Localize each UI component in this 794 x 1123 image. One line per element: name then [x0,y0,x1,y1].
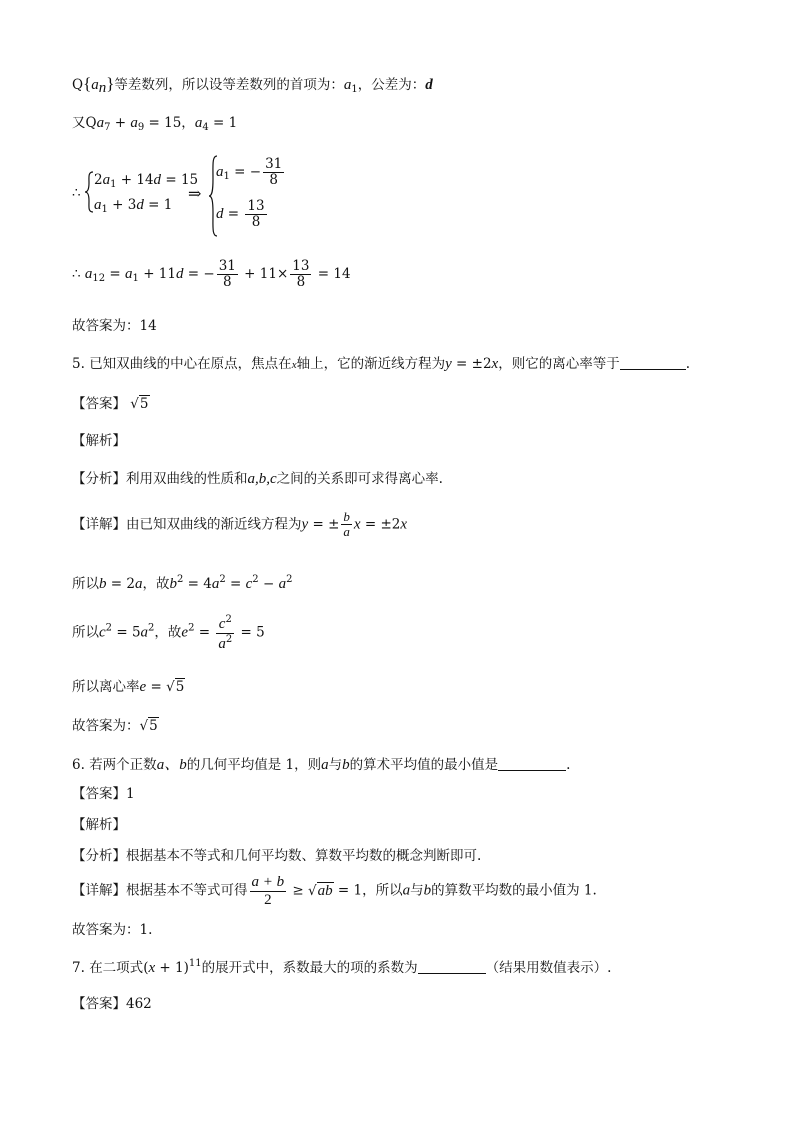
system-eq-1: $2a_1 + 14d = 15$ [94,172,199,190]
answer-line-q5: 故答案为：√5 [72,718,158,734]
solution-line-a12: ∴ $a_{12} = a_1 + 11d$ = − $\frac{31}{8}$ + 11× $\frac{13}{8}$ = 14 [72,258,351,290]
detail-q5-step3: 所以离心率e = √5 [72,679,185,695]
question-6: 6. 若两个正数a、b的几何平均值是 1，则a与b的算术平均值的最小值是 . [72,757,571,773]
answer-line-q4: 故答案为：14 [72,318,157,334]
analysis-q5: 【分析】利用双曲线的性质和a,b,c之间的关系即可求得离心率. [72,471,443,487]
fraction: $\frac{13}{8}$ [247,198,265,230]
system-eq-2: $a_1 + 3d = 1$ [94,197,173,215]
analysis-heading-q5: 【解析】 [72,433,126,449]
fraction: $\frac{b}{a}$ [343,509,350,540]
answer-blank[interactable] [418,960,486,974]
detail-q6: 【详解】根据基本不等式可得 $\frac{a + b}{2}$ ≥ √ab = 1，所以a与b的算数平均数的最小值为 1. [72,874,597,908]
detail-q5: 【详解】由已知双曲线的渐近线方程为y = ± $\frac{b}{a}$ x = ±2x [72,509,408,540]
fraction: $\frac{a + b}{2}$ [251,874,285,908]
sqrt-expression: √5 [166,679,185,695]
analysis-heading-q6: 【解析】 [72,817,126,833]
answer-blank[interactable] [620,356,686,370]
fraction: $\frac{c^2}{a^2}$ [218,614,233,652]
sqrt-expression: √5 [139,718,158,734]
therefore-symbol: ∴ [72,185,81,201]
solution-a1: $a_1$ = − $\frac{31}{8}$ [216,156,283,188]
solution-line-given: 又$Qa_7 + a_9 = 15$，$a_4 = 1$ [72,115,238,133]
answer-q6: 【答案】1 [72,786,135,802]
question-7: 7. 在二项式$(x + 1)^{11}$的展开式中，系数最大的项的系数为 （结果用数值表示）. [72,958,612,976]
solution-line-arith-seq-setup: $Q\{a_n\}$等差数列，所以设等差数列的首项为：$a_1$，公差为：d [72,74,433,96]
answer-q7: 【答案】462 [72,996,152,1012]
equation-system [72,155,392,240]
detail-q5-step1: 所以b = 2a，故$b^2 = 4a^2 = c^2 - a^2$ [72,574,293,592]
answer-q5: 【答案】 √5 [72,396,149,412]
detail-q5-step2: 所以$c^2 = 5a^2$，故$e^2$ = $\frac{c^2}{a^2}$ = 5 [72,614,265,652]
implies-arrow: ⇒ [188,184,202,203]
analysis-q6: 【分析】根据基本不等式和几何平均数、算数平均数的概念判断即可. [72,848,482,864]
answer-line-q6: 故答案为：1. [72,922,153,938]
sqrt-expression: √5 [130,396,149,412]
solution-d: d = $\frac{13}{8}$ [216,198,265,230]
fraction: $\frac{31}{8}$ [265,156,283,188]
question-5: 5. 已知双曲线的中心在原点，焦点在x轴上，它的渐近线方程为y = ±2x，则它的离心率等于 . [72,356,691,372]
fraction: $\frac{31}{8}$ [218,258,236,290]
left-brace-icon [84,171,94,213]
fraction: $\frac{13}{8}$ [292,258,310,290]
sqrt-expression: √ab [308,882,333,899]
answer-blank[interactable] [498,757,566,771]
